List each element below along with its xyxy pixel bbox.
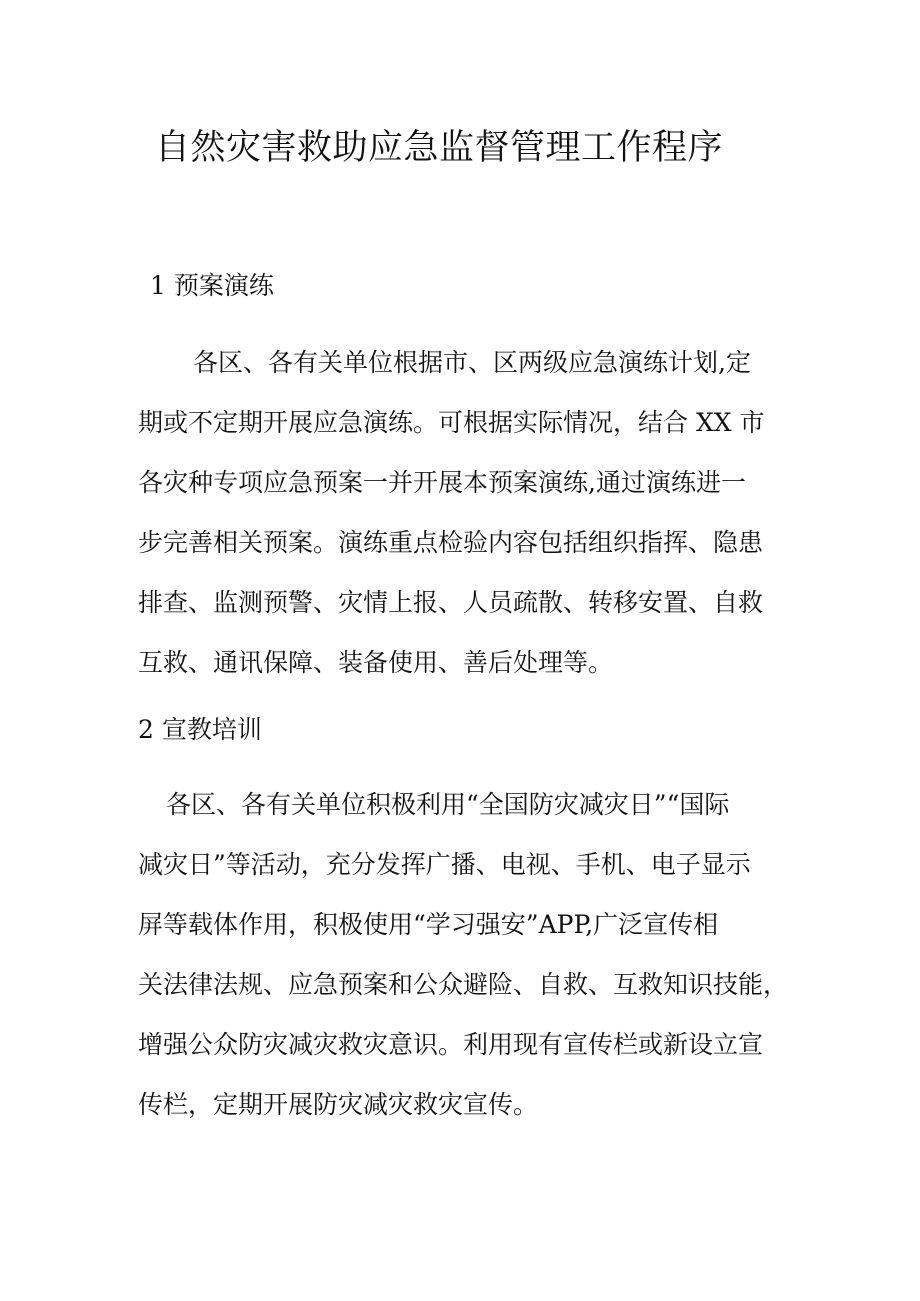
paragraph-line: 步完善相关预案。演练重点检验内容包括组织指挥、隐患	[138, 528, 764, 557]
paragraph-line: 传栏，定期开展防灾减灾救灾宣传。	[138, 1090, 539, 1119]
paragraph-line: 期或不定期开展应急演练。可根据实际情况，结合 XX 市	[138, 408, 765, 437]
section-heading-drills: 1 预案演练	[150, 271, 274, 300]
paragraph-line: 各灾种专项应急预案一并开展本预案演练,通过演练进一	[138, 468, 746, 497]
section-paragraph-drills	[138, 333, 788, 693]
document-title: 自然灾害救助应急监督管理工作程序	[155, 128, 724, 168]
paragraph-line: 各区、各有关单位积极利用“全国防灾减灾日”“国际	[166, 790, 730, 819]
section-heading-training: 2 宣教培训	[138, 715, 262, 744]
paragraph-line: 排查、监测预警、灾情上报、人员疏散、转移安置、自救	[138, 588, 764, 617]
section-paragraph-training	[138, 775, 788, 1135]
paragraph-line: 关法律法规、应急预案和公众避险、自救、互救知识技能，	[138, 970, 788, 999]
paragraph-line: 增强公众防灾减灾救灾意识。利用现有宣传栏或新设立宣	[138, 1030, 764, 1059]
paragraph-line: 互救、通讯保障、装备使用、善后处理等。	[138, 648, 614, 677]
paragraph-line: 减灾日”等活动，充分发挥广播、电视、手机、电子显示	[138, 850, 751, 879]
paragraph-line: 各区、各有关单位根据市、区两级应急演练计划,定	[193, 348, 751, 377]
paragraph-line: 屏等载体作用，积极使用“学习强安”APP,广泛宣传相	[138, 910, 719, 939]
